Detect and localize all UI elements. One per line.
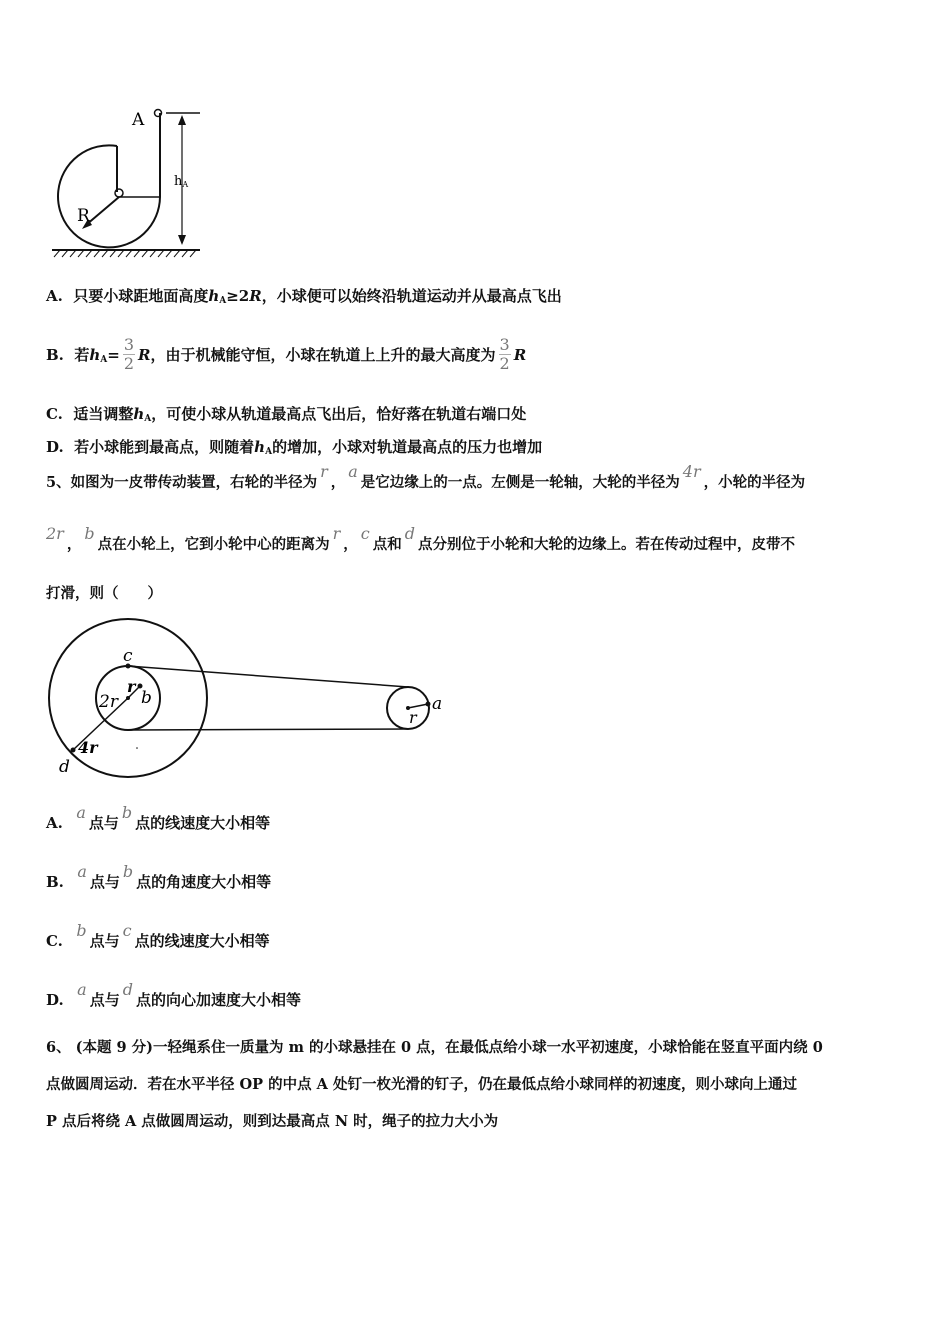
q5-stem-line-3: 打滑，则（ ） <box>46 585 162 602</box>
fig2-label-a: a <box>432 694 443 714</box>
q4-option-c: C. 适当调整$h_A$，可使小球从轨道最高点飞出后，恰好落在轨道右端口处 <box>46 405 527 424</box>
q5-option-d: D. a点与d点的向心加速度大小相等 <box>46 980 301 1009</box>
q6-line-3: P 点后将绕 A 点做圆周运动，则到达最高点 N 时，绳子的拉力大小为 <box>46 1113 499 1130</box>
q4-option-d: D. 若小球能到最高点，则随着$h_A$的增加，小球对轨道最高点的压力也增加 <box>46 438 543 457</box>
fig1-label-h: hA <box>174 174 189 189</box>
fraction-three-halves: $\frac{3}{2}$ <box>123 334 135 373</box>
fig2-label-r-small: r <box>127 677 136 696</box>
q5-option-c: C. b点与c点的线速度大小相等 <box>46 921 270 950</box>
fraction-three-halves-2: $\frac{3}{2}$ <box>499 334 510 373</box>
q6-line-2: 点做圆周运动．若在水平半径 OP 的中点 A 处钉一枚光滑的钉子，仍在最低点给小球同样的初速度，则小球向上通过 <box>46 1076 797 1093</box>
fig2-label-d: d <box>59 757 70 777</box>
fig2-label-2r: 2r <box>99 692 118 712</box>
fig1-label-a: A <box>132 110 145 130</box>
loop-track-figure <box>40 95 270 275</box>
belt-drive-figure <box>40 614 460 779</box>
q6-line-1: 6、 (本题 9 分)一轻绳系住一质量为 m 的小球悬挂在 0 点，在最低点给小球一水平初速度，小球恰能在竖直平面内绕 0 <box>46 1039 823 1056</box>
fig2-label-c: c <box>123 646 133 666</box>
fig2-label-4r: 4r <box>78 738 98 757</box>
q4-option-a: A. 只要小球距地面高度$h_A\ge 2R$，小球便可以始终沿轨道运动并从最高点飞出 <box>46 287 562 306</box>
q5-stem-line-2: 2r，b点在小轮上，它到小轮中心的距离为r，c点和d点分别位于小轮和大轮的边缘上。若在传动过程中，皮带不 <box>46 524 795 553</box>
q5-option-b: B. a点与b点的角速度大小相等 <box>46 862 272 891</box>
fig2-label-b: b <box>141 688 152 708</box>
q4-option-b: B. 若$h_A=$ $\frac{3}{2}$ R，由于机械能守恒，小球在轨道上上升的最大高度为 $\frac{3}{2}$ R <box>46 334 527 373</box>
q5-stem-line-1: 5、如图为一皮带传动装置，右轮的半径为r，a是它边缘上的一点。左侧是一轮轴，大轮的半径为4r，小轮的半径为 <box>46 462 806 491</box>
fig2-label-r-right: r <box>409 708 417 727</box>
q5-option-a: A. a点与b点的线速度大小相等 <box>46 803 271 832</box>
fig1-label-r: R <box>77 206 90 226</box>
